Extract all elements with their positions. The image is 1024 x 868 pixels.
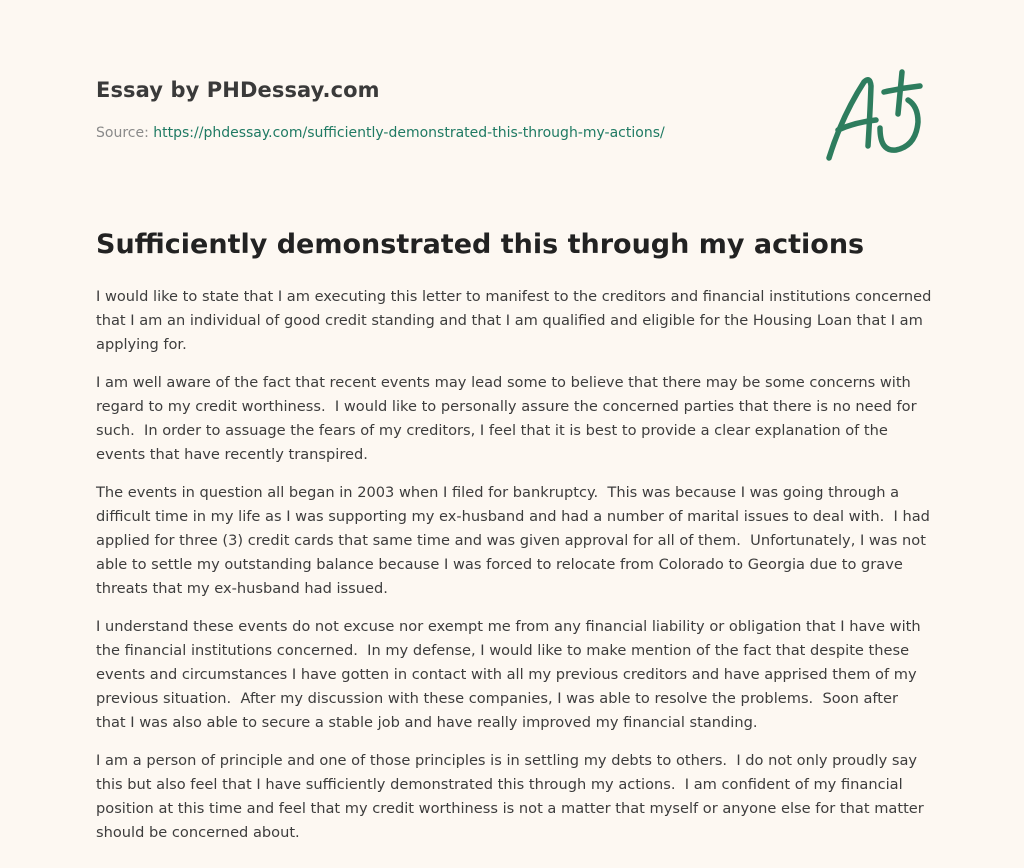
essay-title: Sufficiently demonstrated this through my actions <box>96 229 865 260</box>
essay-paragraph: The events in question all began in 2003 when I filed for bankruptcy. This was because I was going through a difficult time in my life as I was supporting my ex-husband and had a number of marital issues to deal with. I had applied for three (3) credit cards that same time and was given approval for all of them. Unfortunately, I was not able to settle my outstanding balance because I was forced to relocate from Colorado to Georgia due to grave threats that my ex-husband had issued. <box>96 484 935 597</box>
essay-paragraph: I am well aware of the fact that recent events may lead some to believe that there may be some concerns with regard to my credit worthiness. I would like to personally assure the concerned parties that there is no need for such. In order to assuage the fears of my creditors, I feel that it is best to provide a clear explanation of the events that have recently transpired. <box>96 374 922 463</box>
page-header <box>96 76 796 142</box>
a-plus-logo-icon <box>818 66 930 166</box>
essay-body <box>96 285 937 859</box>
source-link[interactable]: https://phdessay.com/sufficiently-demonstrated-this-through-my-actions/ <box>153 125 665 141</box>
essay-paragraph: I understand these events do not excuse nor exempt me from any financial liability or obligation that I have with the financial institutions concerned. In my defense, I would like to make mention of the fact that despite these events and circumstances I have gotten in contact with all my previous creditors and have apprised them of my previous situation. After my discussion with these companies, I was able to resolve the problems. Soon after that I was also able to secure a stable job and have really improved my financial standing. <box>96 618 926 731</box>
source-line <box>96 124 796 142</box>
site-brand: Essay by PHDessay.com <box>96 78 380 102</box>
essay-paragraph: I am a person of principle and one of those principles is in settling my debts to others. I do not only proudly say this but also feel that I have sufficiently demonstrated this through my actions. I am confident of my financial position at this time and feel that my credit worthiness is not a matter that myself or anyone else for that matter should be concerned about. <box>96 752 929 841</box>
source-label: Source: <box>96 125 154 141</box>
essay-paragraph: I would like to state that I am executing this letter to manifest to the creditors and financial institutions concerned that I am an individual of good credit standing and that I am qualified and eligible for the Housing Loan that I am applying for. <box>96 288 937 353</box>
